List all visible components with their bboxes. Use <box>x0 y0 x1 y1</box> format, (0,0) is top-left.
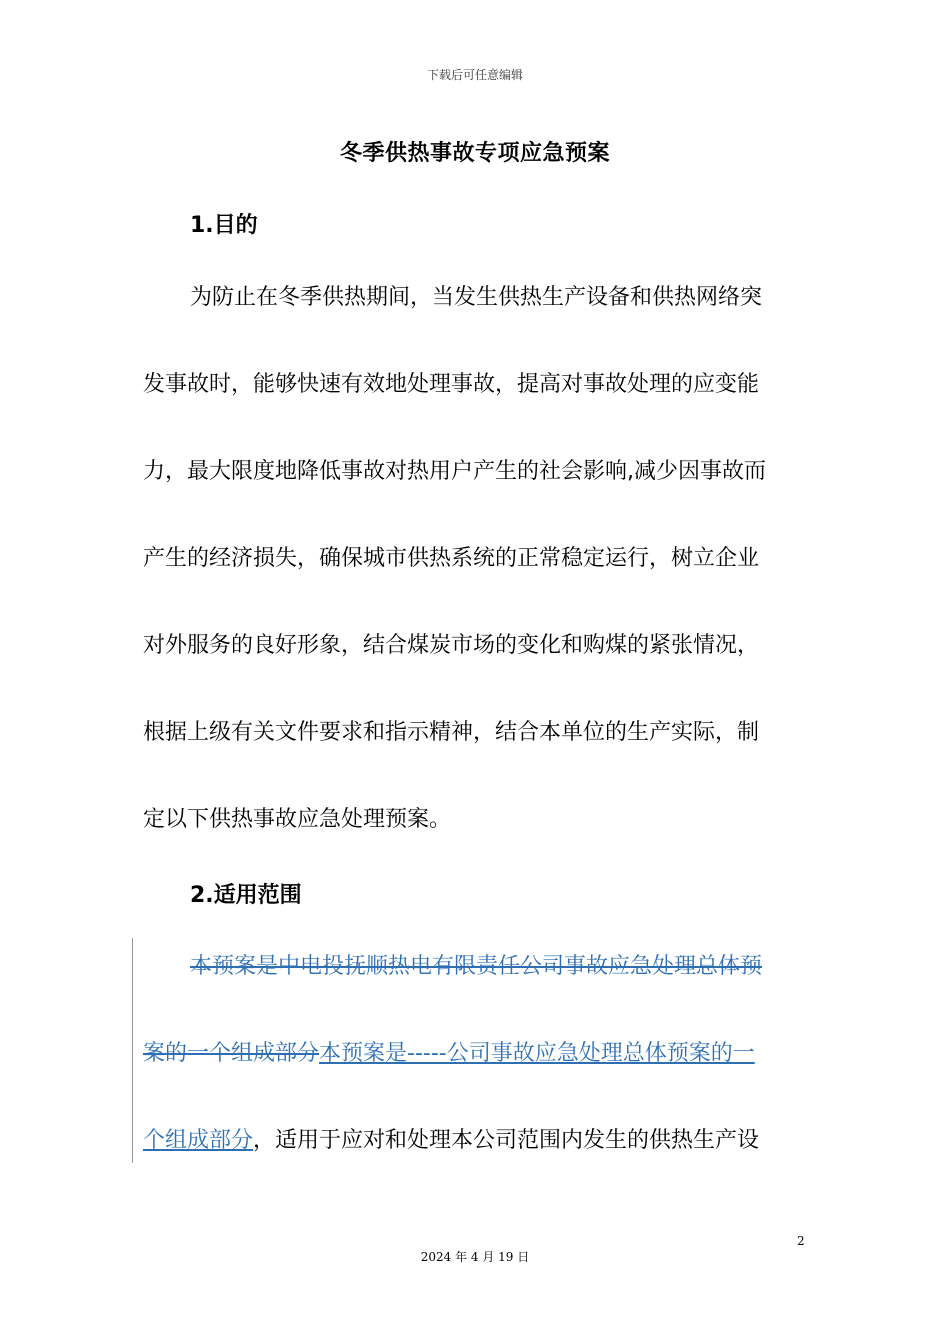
scope-paragraph <box>143 923 813 1184</box>
document-title: 冬季供热事故专项应急预案 <box>339 141 610 166</box>
purpose-paragraph <box>143 254 813 863</box>
deleted-text: 本预案是中电投抚顺热电有限责任公司事故应急处理总体预 <box>190 954 763 979</box>
paragraph-text: ，适用于应对和处理本公司范围内发生的供热生产设 <box>253 1128 760 1153</box>
paragraph-line: 为防止在冬季供热期间，当发生供热生产设备和供热网络突 <box>190 285 763 310</box>
paragraph-line <box>143 1097 813 1184</box>
inserted-text: 个组成部分 <box>143 1128 254 1153</box>
inserted-text: 本预案是-----公司事故应急处理总体预案的一 <box>319 1041 755 1066</box>
page-number: 2 <box>797 1234 805 1248</box>
paragraph-line <box>143 1010 813 1097</box>
paragraph-line: 力，最大限度地降低事故对热用户产生的社会影响,减少因事故而 <box>143 459 766 484</box>
header-note: 下载后可任意编辑 <box>426 68 523 82</box>
paragraph-line: 对外服务的良好形象，结合煤炭市场的变化和购煤的紧张情况， <box>143 633 760 658</box>
revision-change-bar <box>132 938 133 1163</box>
footer-date: 2024 年 4 月 19 日 <box>420 1250 530 1264</box>
section-heading-purpose: 1.目的 <box>190 213 258 238</box>
paragraph-line: 产生的经济损失，确保城市供热系统的正常稳定运行，树立企业 <box>143 546 760 571</box>
paragraph-line <box>143 923 813 1010</box>
paragraph-line: 发事故时，能够快速有效地处理事故，提高对事故处理的应变能 <box>143 372 760 397</box>
deleted-text: 案的一个组成部分 <box>143 1041 320 1066</box>
paragraph-line: 根据上级有关文件要求和指示精神，结合本单位的生产实际，制 <box>143 720 760 745</box>
paragraph-line: 定以下供热事故应急处理预案。 <box>143 807 452 832</box>
section-heading-scope: 2.适用范围 <box>190 883 302 908</box>
